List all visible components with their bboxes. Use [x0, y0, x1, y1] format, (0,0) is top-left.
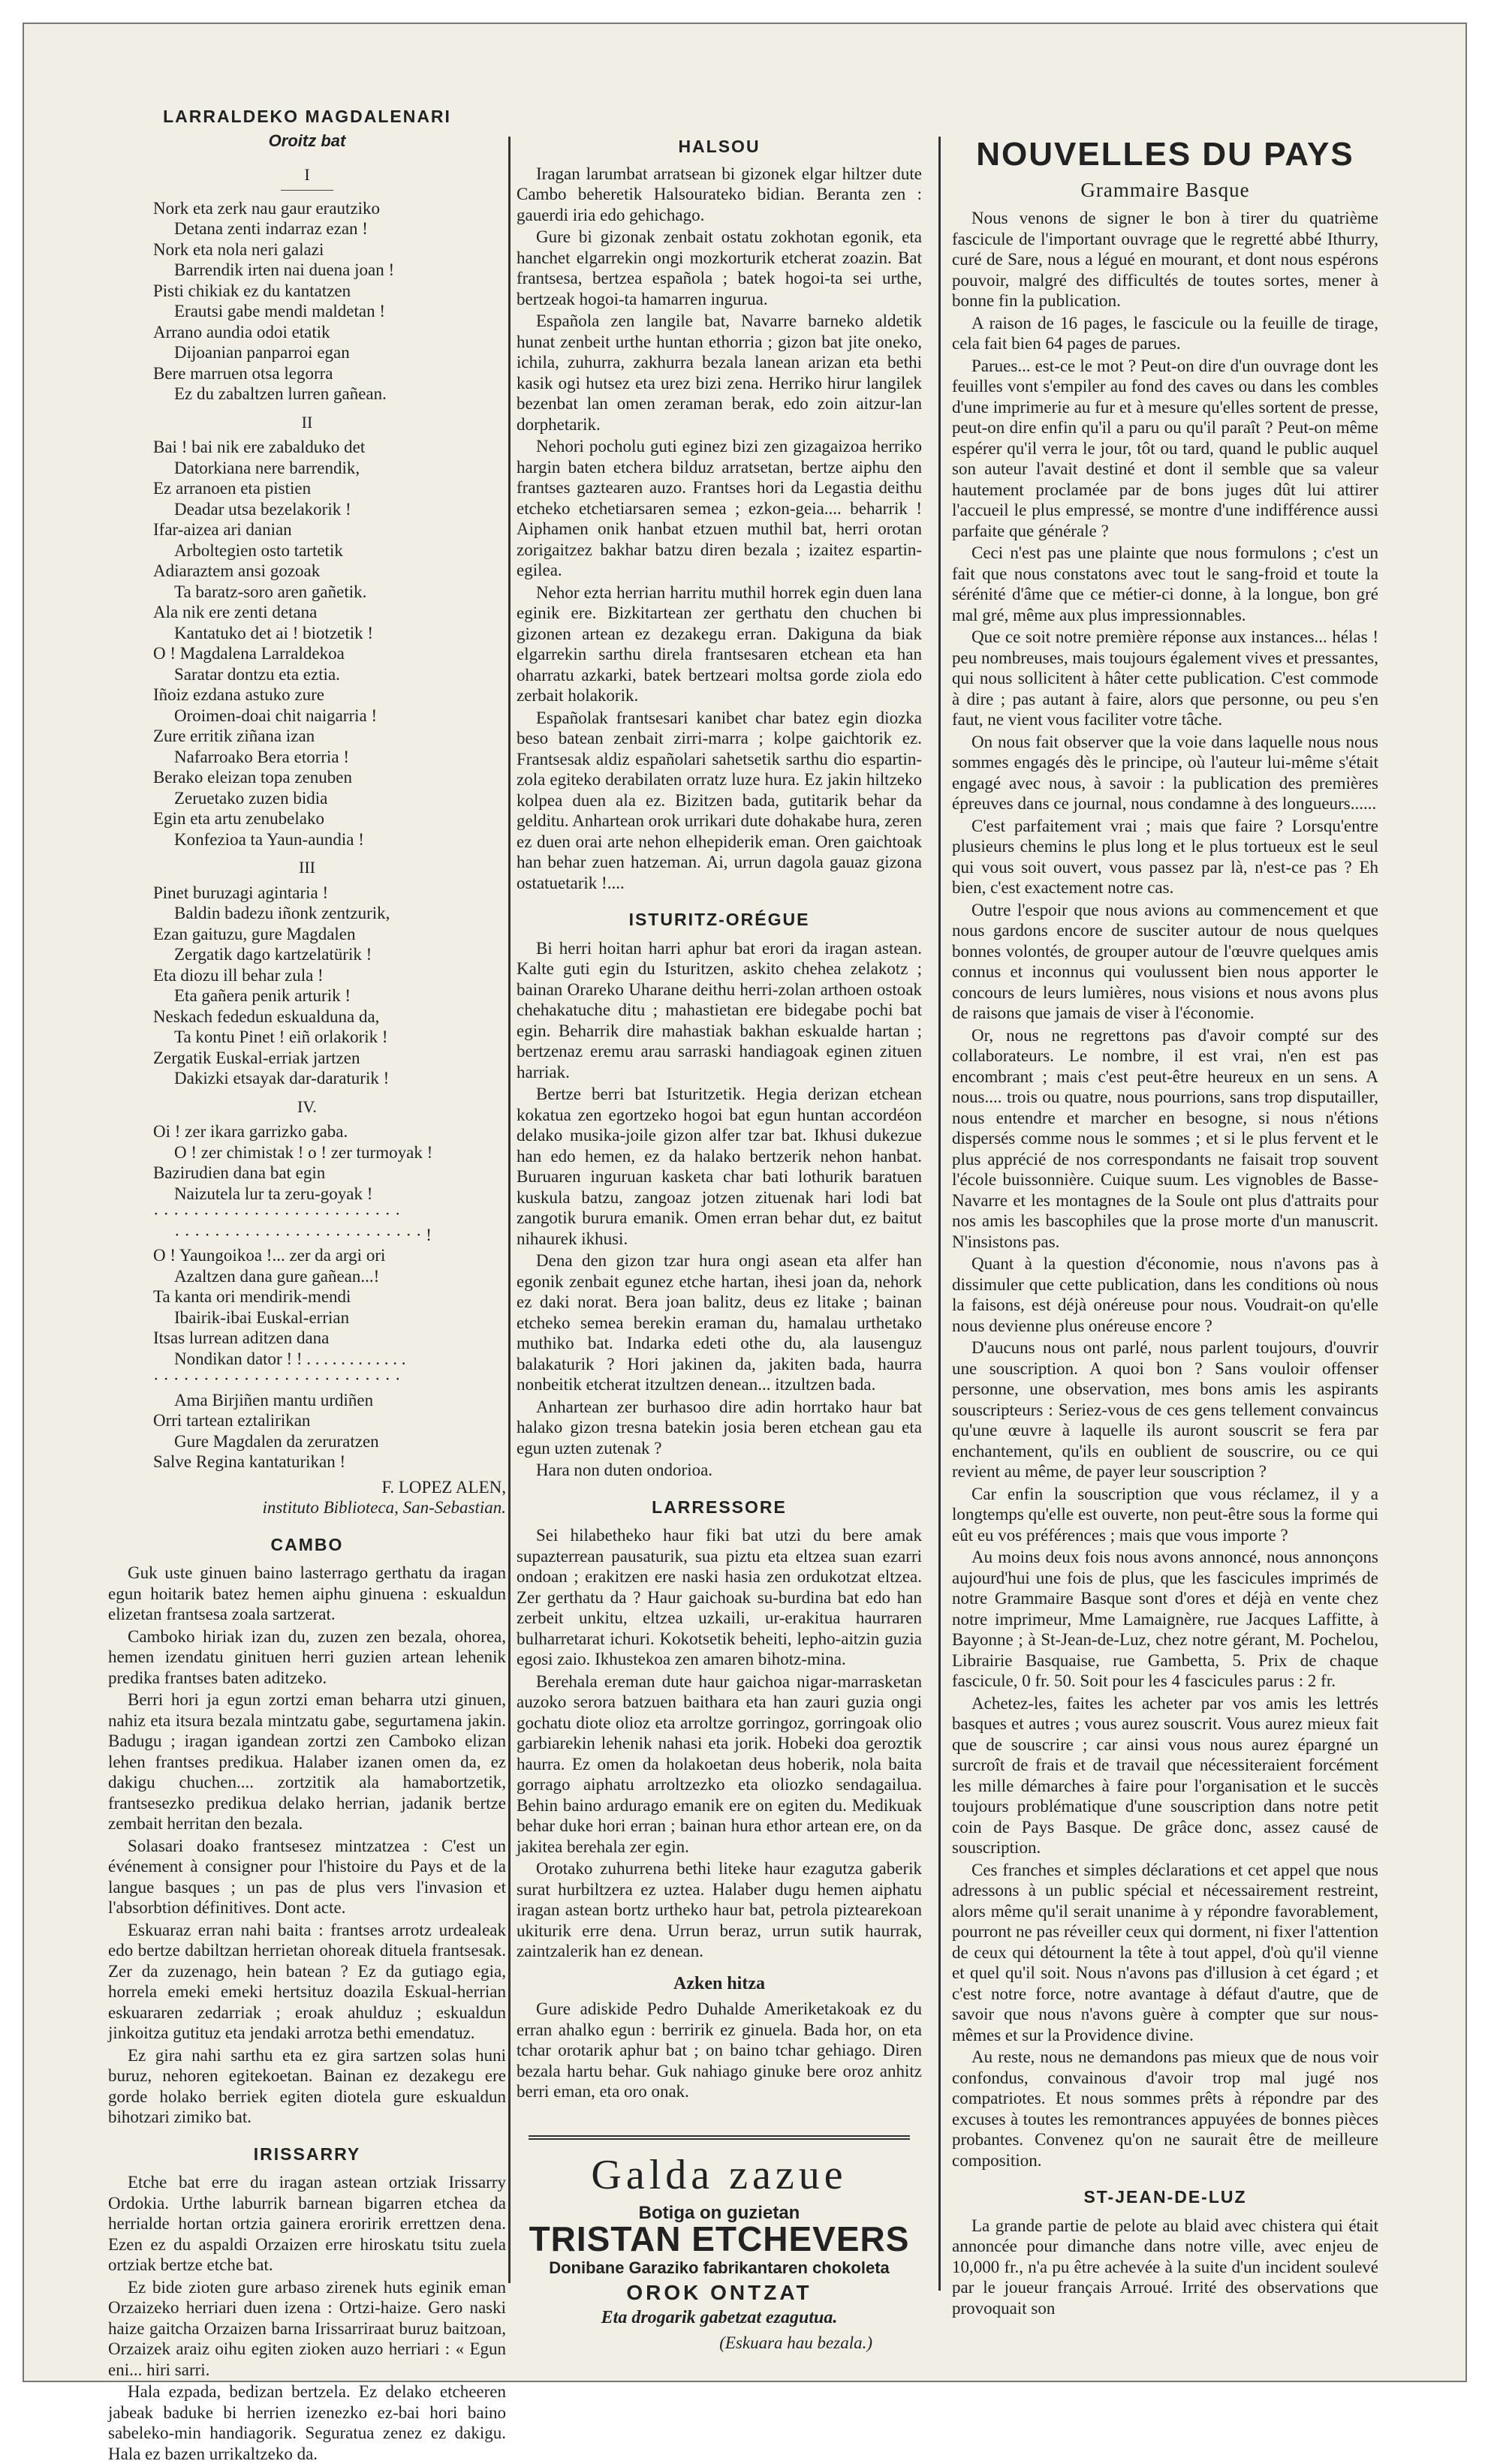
ad-slogan: OROK ONTZAT	[626, 2281, 812, 2304]
paragraph: Dena den gizon tzar hura ongi asean eta alfer han egonik zenbait egunez etche hartan, ihesi joan da, nehork ez daki norat. Bera joan balitz, deus ez litake ; bainan etcheko semea berekin eraman du, hamalau urthetako muthiko bat. Indarka edeti othe du, ala lausenguz balakaturik ? Hori jakinen da, jakiten bada, haurra nonbeitik etcherat itzultzen denean... itzultzen bada.	[517, 1251, 922, 1394]
poem-subtitle: Oroitz bat	[268, 131, 346, 150]
verse-line: Detana zenti indarraz ezan !	[174, 219, 368, 238]
article-isturitz	[517, 938, 922, 1481]
section-title-grammaire: Grammaire Basque	[1080, 178, 1250, 201]
stanza	[108, 437, 506, 643]
chocolate-advertisement	[529, 2135, 910, 2354]
verse-line: Orri tartean eztalirikan	[153, 1411, 311, 1430]
column-divider	[508, 137, 511, 2283]
paragraph: Outre l'espoir que nous avions au commencement et que nous gardons encore de susciter autour de nous quelques bonnes volontés, de grouper autour de l'œuvre quelques amis connus et inconnus qui voulussent bien nous apporter le concours de leurs lumières, nous visions et nous avons plus de raisons que jamais de viser à l'économie.	[952, 900, 1378, 1022]
paragraph: Nous venons de signer le bon à tirer du quatrième fascicule de l'important ouvrage que le regretté abbé Ithurry, curé de Sare, nous a légué en mourant, et dont nous espérons pouvoir, malgré des difficultés de toutes sortes, mener à bonne fin la publication.	[952, 209, 1378, 310]
column-left	[108, 107, 506, 2463]
verse-line: Ifar-aizea ari danian	[153, 520, 292, 539]
verse-line: Ez arranoen eta pistien	[153, 479, 312, 498]
verse-line: Ta baratz-soro aren gañetik.	[174, 582, 367, 601]
stanza	[108, 883, 506, 1089]
paragraph: Que ce soit notre première réponse aux instances... hélas ! peu nombreuses, mais toujours également vives et pressantes, qui nous sollicitent à hâter cette publication. C'est commode à dire ; pas autant à faire, alors que personne, ou peu s'en faut, ne vient vous faciliter votre tâche.	[952, 627, 1378, 729]
paragraph: Españolak frantsesari kanibet char batez egin diozka beso batean zenbait zirri-marra ; kolpe gaichtorik ez. Frantsesak aldiz españolari sahetsetik sarthu dio espartin-zola egiteko derabilaten orratz luze hura. Ez jakin hiltzeko kolpea duen ala ez. Bizitzen bada, gutitarik behar da gelditu. Anhartean orok urrikari dute dohakabe hura, zeren ez duen orai arte nehon elhepiderik eman. Oren gaichtoak han behar zuen hatzeman. Ai, urrun dagola gauaz gizona ostatuetarik !....	[517, 708, 922, 892]
signature: F. LOPEZ ALEN,	[381, 1477, 506, 1497]
section-title-azken-hitza: Azken hitza	[673, 1973, 765, 1993]
paragraph: Au moins deux fois nous avons annoncé, nous annonçons aujourd'hui une fois de plus, que les fascicules imprimés de notre Grammaire Basque sont d'ores et déjà en vente chez notre imprimeur, Mme Lamaignère, rue Jacques Laffitte, à Bayonne ; à St-Jean-de-Luz, chez notre gérant, M. Pochelou, Librairie Basquaise, rue Gambetta, 5. Prix de chaque fascicule, 0 fr. 50. Soit pour les 4 fascicules parus : 2 fr.	[952, 1548, 1378, 1690]
verse-line: Deadar utsa bezelakorik !	[174, 499, 351, 519]
paragraph: Gure bi gizonak zenbait ostatu zokhotan egonik, eta hanchet elgarrekin ongi mozkorturik etcherat zoazin. Bat frantsesa, bertzea española ; batek hogoi-ta sei urthe, bertzeak hogoi-ta hamarren ingurua.	[517, 227, 922, 308]
paragraph: Bertze berri bat Isturitzetik. Hegia derizan etchean kokatua zen egortzeko hogoi bat egun huntan accordéon delako musika-joile gizon alfer tzar bat. Ikhusi dukezue han edo hemen, ez da halako bertzerik nehon hanbat. Buruaren inguruan kasketa char bati lothurik baratuen kuskula batzu, zangoaz jotzen zituenak hari lodi bat zangotik burura emanik. Omen erran behar dut, ez baitut nihaurek ikhusi.	[517, 1085, 922, 1248]
article-halsou	[517, 164, 922, 894]
verse-line: Iñoiz ezdana astuko zure	[153, 685, 324, 704]
verse-line: Dijoanian panparroi egan	[174, 343, 350, 362]
column-middle	[517, 107, 922, 2352]
paragraph: Au reste, nous ne demandons pas mieux que de nous voir confondus, convainous d'avoir trop mal jugé nos compatriotes. Et nous sommes prêts à répondre par des excuses à toutes les remontrances appuyées de bonnes pièces probantes. Convenez qu'on ne saurait être de meilleure composition.	[952, 2047, 1378, 2170]
verse-line: Pisti chikiak ez du kantatzen	[153, 281, 351, 300]
paragraph: Etche bat erre du iragan astean ortziak Irissarry Ordokia. Urthe laburrik barnean bigarren etchea da herrialde hortan ortzia gainera eroririk errettzen dena. Ezen ez du aspaldi Orzaizen erre hiroskatu tsitu zuela ortziak bertze etche bat.	[108, 2173, 506, 2274]
paragraph: Ez bide zioten gure arbaso zirenek huts eginik eman Orzaizeko herriari duen izena : Ortzi-haize. Gero naski haize gaitcha Orzaizen barna Irissarriraat buruz baitzoan, Orzaizek araiz oihu egiten zioken auzo herriari : « Egun eni... hiri sarri.	[108, 2277, 506, 2379]
verse-line: O ! Magdalena Larraldekoa	[153, 644, 345, 663]
stanza-numeral: IV.	[297, 1097, 317, 1116]
verse-line: Ibairik-ibai Euskal-errian	[174, 1307, 350, 1327]
section-title-isturitz: ISTURITZ-ORÉGUE	[628, 910, 810, 929]
paragraph: Parues... est-ce le mot ? Peut-on dire d'un ouvrage dont les feuilles vont s'empiler au fond des caves ou dans les combles d'une imprimerie au fur et à mesure qu'elles sortent de presse, peut-on dire enfin qu'il a paru ou qu'il paraît ? Peut-on même espérer qu'il verra le jour, tôt ou tard, quand le public auquel son auteur l'avait destiné et dont il semble que sa valeur hautement proclamée par de bons juges dût lui attirer l'accueil le plus empressé, se montre d'une indifférence aussi parfaite que générale ?	[952, 356, 1378, 540]
ad-tagline: Eta drogarik gabetzat ezagutua.	[601, 2307, 838, 2327]
verse-line: · · · · · · · · · · · · · · · · · · · · · · · · ·	[153, 1205, 401, 1223]
verse-line: Zergatik dago kartzelatürik !	[174, 945, 372, 964]
verse-line: Gure Magdalen da zeruratzen	[174, 1431, 379, 1451]
article-st-jean-de-luz: La grande partie de pelote au blaid avec chistera qui était annoncée pour dimanche dans notre ville, avec enjeu de 10,000 fr., n'a pu être achevée à la suite d'un incident soulevé par le joueur français Arroué. Irrité des observations que provoquait son	[952, 2216, 1378, 2318]
paragraph: Quant à la question d'économie, nous n'avons pas à dissimuler que cette publication, dans les conditions où nous la faisons, est déjà onéreuse pour nous. Voudrait-on qu'elle nous devienne plus onéreuse encore ?	[952, 1254, 1378, 1335]
paragraph: Hala ezpada, bedizan bertzela. Ez delako etcheeren jabeak baduke bi herrien izenezko ez-bai hori baino sabeleko-min handiagorik. Seguratua zenez ez dakigu. Hala ez bazen urrikaltzeko da.	[108, 2382, 506, 2463]
verse-line: O ! zer chimistak ! o ! zer turmoyak !	[174, 1142, 433, 1162]
paragraph: C'est parfaitement vrai ; mais que faire ? Lorsqu'entre plusieurs chemins le plus long et le plus tortueux est le seul qui vous soit ouvert, vous passez par là, n'est-ce pas ? Eh bien, c'est exactement notre cas.	[952, 816, 1378, 897]
verse-line: Ala nik ere zenti detana	[153, 603, 318, 621]
stanza	[108, 1121, 506, 1473]
paragraph: Guk uste ginuen baino lasterrago gerthatu da iragan egun hoitarik batez hemen aiphu ginuena : eskualdun elizetan frantsesa zoala sartzerat.	[108, 1563, 506, 1623]
ad-subline: Botiga on guzietan	[638, 2202, 800, 2223]
section-title-cambo: CAMBO	[270, 1534, 344, 1554]
verse-line: Konfezioa ta Yaun-aundia !	[174, 829, 364, 849]
verse-line: Nafarroako Bera etorria !	[174, 747, 350, 766]
paragraph: Hara non duten ondorioa.	[536, 1461, 713, 1479]
article-irissarry	[108, 2172, 506, 2464]
ad-brand-name: TRISTAN ETCHEVERS	[529, 2219, 910, 2258]
verse-line: O ! Yaungoikoa !... zer da argi ori	[153, 1246, 386, 1265]
article-azken-hitza: Gure adiskide Pedro Duhalde Ameriketakoak ez du erran ahalko egun : berririk ez ginuela. Bada hor, on eta tchar orotarik aphur bat ; on baino tchar gehiago. Diren bezala hartu behar. Guk nahiago ginuke bere oroz anhitz berri eman, eta oro onak.	[517, 1999, 922, 2101]
verse-line: Oroimen-doai chit naigarria !	[174, 706, 378, 725]
page-section-title: NOUVELLES DU PAYS	[976, 136, 1354, 173]
paragraph: D'aucuns nous ont parlé, nous parlent toujours, d'ouvrir une souscription. A quoi bon ? Sans vouloir offenser personne, une observation, mes bons amis les aspirants souscripteurs : Seriez-vous de ces gens tellement convaincus qu'une œuvre à laquelle ils auront souscrit se fera par enchantement, qu'ils en oublient de souscrire, ou ce qui revient au même, de payer leur souscription ?	[952, 1338, 1378, 1481]
paragraph: Eskuaraz erran nahi baita : frantses arrotz urdealeak edo bertze dabiltzan herrietan ohoreak dituela frantsesak. Zer da zuzenago, hein batean ? Ez da gutiago egia, horrela emeki emeki hertsituz doazila Eskual-herrian eskuararen zedarriak ; eroak ahulduz ; eskualdun jinkoitza gutituz eta jendaki arrotza bethi emendatuz.	[108, 1920, 506, 2042]
section-title-larressore: LARRESSORE	[652, 1497, 787, 1517]
verse-line: Bai ! bai nik ere zabalduko det	[153, 438, 366, 456]
paragraph: Ces franches et simples déclarations et cet appel que nous adressons à un public spécial et nécessairement restreint, alors même qu'il serait unanime à y répondre favorablement, pourront ne pas réveiller ceux qui dorment, ni fixer l'attention de ceux qui détournent la tête à tout appel, d'où qu'il vienne et quel qu'il soit. Nous n'avons pas d'illusion à cet égard ; et c'est notre force, notre avantage à défaut d'autre, que de savoir que nous n'avons guère à compter que sur nous-mêmes et sur la Providence divine.	[952, 1860, 1378, 2044]
stanza-numeral: III	[299, 858, 315, 877]
verse-line: Nork eta zerk nau gaur erautziko	[153, 198, 381, 218]
verse-line: Salve Regina kantaturikan !	[153, 1452, 346, 1471]
verse-line: Itsas lurrean aditzen dana	[153, 1328, 330, 1347]
verse-line: Bazirudien dana bat egin	[153, 1163, 326, 1182]
poem-title: LARRALDEKO MAGDALENARI	[163, 107, 451, 126]
paragraph: Española zen langile bat, Navarre barneko aldetik hunat zenbeit urthe huntan ethorria ; gizon bat jite oneko, ichila, zuhurra, zakhurra bezala lanean arizan eta bethi kasik ogi hutsez eta urez bizi zena. Herriko hirur langilek bezenbat lan omen zeraman berak, edo zoin aitzur-lan dorphetarik.	[517, 311, 922, 434]
ad-headline: Galda zazue	[591, 2151, 848, 2198]
verse-line: · · · · · · · · · · · · · · · · · · · · · · · · ·	[153, 1370, 401, 1388]
stanza-numeral: I	[304, 165, 310, 184]
verse-line: Ez du zabaltzen lurren gañean.	[174, 384, 387, 403]
stanza	[108, 198, 506, 405]
verse-line: Eta diozu ill behar zula !	[153, 965, 324, 985]
verse-line: Ta kontu Pinet ! eiñ orlakorik !	[174, 1027, 388, 1046]
paragraph: Iragan larumbat arratsean bi gizonek elgar hiltzer dute Cambo beheretik Halsourateko bidian. Beranta zen : gauerdi iria edo gehichago.	[517, 164, 922, 224]
stanza	[108, 643, 506, 850]
verse-line: Zure erritik ziñana izan	[153, 727, 315, 745]
paragraph: Nehor ezta herrian harritu muthil horrek egin duen lana eginik ere. Bizkitartean zer gerthatu den chuchen bi gizonen artean ez dezakegu erran. Dakiguna da biak elgarrekin sarthu direla frantsesaren etchean eta han oharratu azkarki, batek bertzeari moltsa gorde ziola edo zerbait holakorik.	[517, 582, 922, 705]
section-title-irissarry: IRISSARRY	[253, 2144, 361, 2164]
paragraph: Achetez-les, faites les acheter par vos amis les lettrés basques et autres ; vous aurez souscrit. Vous aurez mieux fait que de souscrire ; car ainsi vous nous aurez épargné un surcroît de frais et de travail que nécessiteraient forcément les mille démarches à faire pour l'organisation et le succès toujours problématique d'une souscription dans notre petit coin de Pays Basque. De grâce donc, assez causé de souscription.	[952, 1693, 1378, 1857]
verse-line: Datorkiana nere barrendik,	[174, 458, 360, 477]
column-divider	[938, 137, 941, 2291]
article-cambo	[108, 1563, 506, 2128]
verse-line: Ama Birjiñen mantu urdiñen	[174, 1390, 374, 1410]
verse-line: Bere marruen otsa legorra	[153, 363, 333, 383]
verse-line: Kantatuko det ai ! biotzetik !	[174, 623, 374, 642]
section-title-st-jean-de-luz: ST-JEAN-DE-LUZ	[1083, 2187, 1247, 2207]
verse-line: Arboltegien osto tartetik	[174, 540, 343, 560]
ad-note: (Eskuara hau bezala.)	[719, 2333, 872, 2352]
verse-line: Egin eta artu zenubelako	[153, 809, 324, 828]
paragraph: Berri hori ja egun zortzi eman beharra utzi ginuen, nahiz eta itsura bezala mintzatu gabe, segurtamena jakin. Badugu ; iragan igandean zortzi zen Camboko elizan lehen frantses predikua. Halaber izanen omen da, ez dakigu chuchen.... zortzitik ala hamabortzetik, frantsesezko predikua delako herrian, jadanik bertze zembait herritan den bezala.	[108, 1690, 506, 1833]
verse-line: Zergatik Euskal-erriak jartzen	[153, 1048, 360, 1067]
paragraph: Nehori pocholu guti eginez bizi zen gizagaizoa herriko hargin baten etchera bilduz arratsetan, bertze aiphu den frantses gaztearen auzo. Frantses hori da Legastia deithu etcheko etchetiarsaren semea ; ezkon-geia.... beharrik ! Aiphamen onik hanbat etzuen muthil bat, herri orotan zorigaitzez bakhar batzu diren bezala ; izaitez espartin-egilea.	[517, 437, 922, 579]
verse-line: Ta kanta ori mendirik-mendi	[153, 1287, 351, 1306]
paragraph: Camboko hiriak izan du, zuzen zen bezala, ohorea, hemen izendatu ginituen herri guzien artean lehenik predika frantses baten aditzeko.	[108, 1626, 506, 1687]
verse-line: Ezan gaituzu, gure Magdalen	[153, 924, 356, 943]
stanza-numeral: II	[301, 412, 313, 432]
verse-line: Dakizki etsayak dar-daraturik !	[174, 1069, 390, 1088]
paragraph: Berehala ereman dute haur gaichoa nigar-marrasketan auzoko serora batzuen baithara eta han zauri guzia ongi gochatu diote olioz eta arroltze gorringoz, gorringoak olio garbiarekin lehenik nahasi eta jorik. Hobeki doa geroztik haurra. Ez omen da holakoetan deus hoberik, nola baita gorrago aiphatu arroltzezko eta oliozko sendagailua. Behin baino ardurago emanik ere on egiten du. Medikuak behar duke hori erran ; bainan hura ethor artean ere, on da jakitea berehala zer egin.	[517, 1671, 922, 1856]
signature-affiliation: instituto Biblioteca, San-Sebastian.	[262, 1498, 506, 1517]
paragraph: Anhartean zer burhasoo dire adin horrtako haur bat halako gizon tresna batekin josia beren etchean gau eta egun uzten zutenak ?	[517, 1397, 922, 1458]
column-right	[952, 69, 1378, 2321]
verse-line: Saratar dontzu eta eztia.	[174, 664, 340, 684]
verse-line: Naizutela lur ta zeru-goyak !	[174, 1184, 373, 1203]
paragraph: Bi herri hoitan harri aphur bat erori da iragan astean. Kalte guti egin du Isturitzen, askito chehea zelakotz ; bainan Orareko Uharane deithu herri-zolan arthoen ostoak chehakatuche ditu ; mahastietan ere bidegabe pochi bat egin. Beharrik dire mahastiak bakhan eskualde hartan ; bertzenaz eremu arau sarraski handiagoak eginen zituen harriak.	[517, 938, 922, 1082]
verse-line: Zeruetako zuzen bidia	[174, 788, 328, 808]
paragraph: Solasari doako frantsesez mintzatzea : C'est un événement à consigner pour l'histoire du Pays et de la langue basques ; un pas de plus vers l'invasion et l'absorbtion définitives. Dont acte.	[108, 1836, 506, 1917]
verse-line: Neskach fededun eskualduna da,	[153, 1006, 380, 1026]
verse-line: Pinet buruzagi agintaria !	[153, 883, 329, 902]
paragraph: Ceci n'est pas une plainte que nous formulons ; c'est un fait que nous constatons avec tout le sang-froid et toute la sérénité d'âme que ce métier-ci donne, à la longue, bon gré mal gré, même aux plus impressionnables.	[952, 543, 1378, 624]
article-grammaire	[952, 208, 1378, 2171]
paragraph: Or, nous ne regrettons pas d'avoir compté sur des collaborateurs. Le nombre, il est vrai, n'en est pas encombrant ; mais c'est peut-être heureux en un sens. A nous.... trois ou quatre, nous pourrions, sans trop disputailler, nous entendre et marcher en besogne, si nous n'étions dispersés comme nous le sommes ; et si le plus fervent et le plus apprécié de nos correspondants ne faisait trop souvent l'école buissonnière. Cuique suum. Les vignobles de Basse-Navarre et les montagnes de la Soule ont plus d'attraits pour nos amis les bascophiles que la prose morte d'un manuscrit. N'insistons pas.	[952, 1025, 1378, 1251]
ad-description: Donibane Garaziko fabrikantaren chokoleta	[549, 2258, 890, 2277]
verse-line: Azaltzen dana gure gañean...!	[174, 1266, 380, 1286]
verse-line: Adiaraztem ansi gozoak	[153, 561, 321, 580]
verse-line: Baldin badezu iñonk zentzurik,	[174, 904, 390, 922]
paragraph: On nous fait observer que la voie dans laquelle nous nous sommes engagés dès le principe, où l'auteur lui-même s'était engagé avec nous, à savoir : la publication des premières épreuves dans ce journal, nous condamne à des longueurs......	[952, 732, 1378, 813]
paragraph: Sei hilabetheko haur fiki bat utzi du bere amak supazterrean pausaturik, sua piztu eta eltzea suan ezarri ondoan ; erakitzen ere naski hasia zen ordukotzat eltzea. Zer gerthatu da ? Haur gaichoak su-burdina bat edo han zerbeit unkitu, eltzea uzkaili, ur-erakitua haurraren bulharretarat ichuri. Kokotsetik beheiti, lepho-aitzin guzia egosi zaio. Ikhustekoa zen amaren bihotz-mina.	[517, 1526, 922, 1668]
divider	[281, 190, 333, 191]
verse-line: Barrendik irten nai duena joan !	[174, 260, 395, 279]
paragraph: Car enfin la souscription que vous réclamez, il y a longtemps qu'elle est ouverte, non peut-être sous la forme qui eût eu vos préférences ; mais que vous importe ?	[952, 1484, 1378, 1545]
verse-line: Erautsi gabe mendi maldetan !	[174, 302, 386, 320]
section-title-halsou: HALSOU	[678, 137, 761, 156]
paragraph: Ez gira nahi sarthu eta ez gira sartzen solas huni buruz, nehoren egitekoetan. Bainan ez dezakegu ere gorde holako berriek egiten diotela gure eskualdun bihotzari zimiko bat.	[108, 2045, 506, 2126]
verse-line: · · · · · · · · · · · · · · · · · · · · · · · · · !	[174, 1225, 432, 1244]
verse-line: Nork eta nola neri galazi	[153, 239, 324, 259]
verse-line: Berako eleizan topa zenuben	[153, 768, 353, 787]
verse-line: Arrano aundia odoi etatik	[153, 322, 330, 341]
newspaper-page	[23, 23, 1467, 2463]
verse-line: Eta gañera penik arturik !	[174, 986, 351, 1005]
verse-line: Oi ! zer ikara garrizko gaba.	[153, 1122, 348, 1141]
article-larressore	[517, 1525, 922, 1962]
paragraph: Orotako zuhurrena bethi liteke haur ezagutza gaberik surat hurbiltzera ez uztea. Halaber dugu hemen aiphatu iragan astean bortz urtheko haur bat, petrola piztearekoan ukiturik erre dena. Urrun beraz, urrun sutik haurrak, zaintzalerik han ez denean.	[517, 1859, 922, 1960]
verse-line: Nondikan dator ! ! . . . . . . . . . . . .	[174, 1349, 406, 1368]
paragraph: A raison de 16 pages, le fascicule ou la feuille de tirage, cela fait bien 64 pages de parues.	[952, 313, 1378, 353]
